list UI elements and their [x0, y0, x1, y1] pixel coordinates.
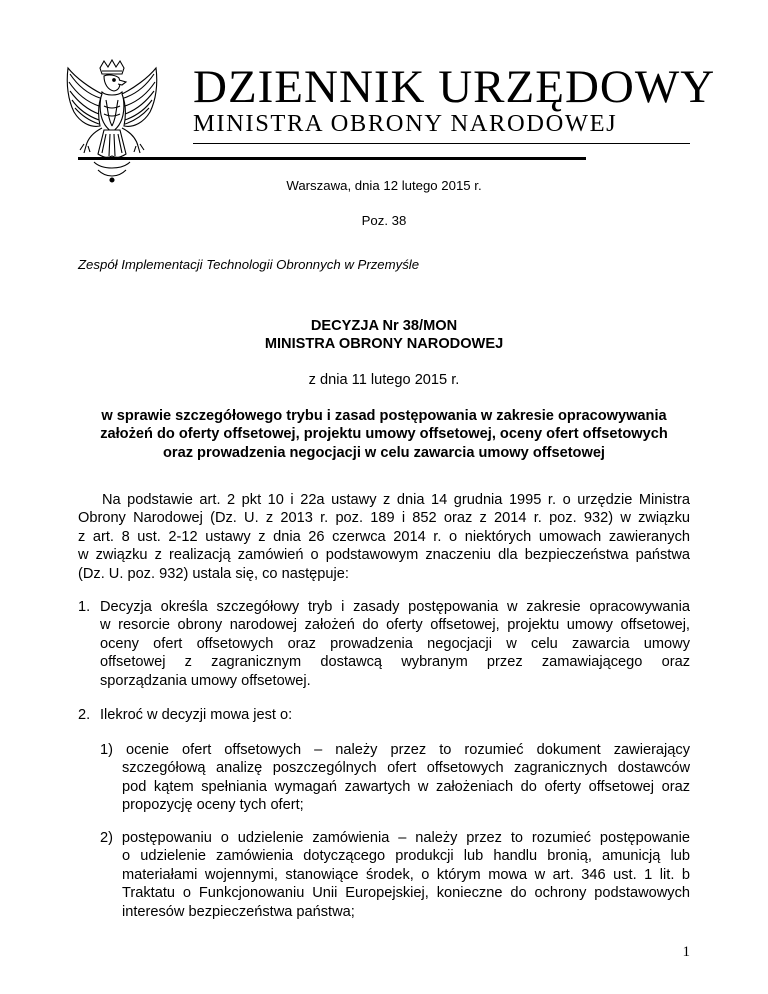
header-divider-thick	[78, 157, 586, 160]
definition-line: 2) postępowaniu o udzielenie zamówienia – należy przez to rozumieć postępowanie	[100, 830, 690, 846]
item-line: Ilekroć w decyzji mowa jest o:	[100, 707, 293, 723]
preamble	[78, 491, 690, 583]
issuer: Zespół Implementacji Technologii Obronnych w Przemyśle	[78, 257, 420, 272]
place-date: Warszawa, dnia 12 lutego 2015 r.	[286, 178, 482, 193]
item-line: Decyzja określa szczegółowy tryb i zasady postępowania w zakresie opracowywania	[100, 599, 690, 615]
definition-line: pod kątem spełniania wymagań zawartych w założeniach do oferty offsetowej oraz	[122, 778, 690, 795]
item-number: 2.	[78, 707, 91, 723]
preamble-line: z art. 8 ust. 2-12 ustawy z dnia 26 czerwca 2014 r. o niektórych umowach zawieranych	[78, 528, 690, 545]
item-line: sporządzania umowy offsetowej.	[100, 672, 311, 689]
item-line: w resorcie obrony narodowej założeń do oferty offsetowej, projektu umowy offsetowej,	[100, 617, 690, 634]
page-number: 1	[682, 944, 690, 960]
item-2	[78, 706, 690, 724]
journal-subtitle: MINISTRA OBRONY NARODOWEJ	[193, 110, 618, 137]
definition-line: interesów bezpieczeństwa państwa;	[122, 903, 355, 920]
decision-title-line2: MINISTRA OBRONY NARODOWEJ	[264, 336, 504, 352]
definition-line: 1) ocenie ofert offsetowych – należy przez to rozumieć dokument zawierający	[100, 742, 690, 758]
subject-line: w sprawie szczegółowego trybu i zasad postępowania w zakresie opracowywania	[101, 408, 667, 424]
definition-line: materiałami wojennymi, stanowiące środek, o którym mowa w art. 346 ust. 1 lit. b	[122, 866, 690, 883]
definition-line: propozycję oceny tych ofert;	[122, 797, 304, 814]
definition-2	[100, 829, 690, 921]
preamble-line: Obrony Narodowej (Dz. U. z 2013 r. poz. 189 i 852 oraz z 2014 r. poz. 932) w związku	[78, 510, 690, 527]
polish-eagle-emblem-icon	[58, 58, 166, 186]
position-number: Poz. 38	[361, 213, 407, 228]
preamble-line: Na podstawie art. 2 pkt 10 i 22a ustawy z dnia 14 grudnia 1995 r. o urzędzie Ministra	[102, 492, 690, 508]
subject-line: założeń do oferty offsetowej, projektu umowy offsetowej, oceny ofert offsetowych	[100, 426, 668, 443]
item-line: oceny ofert offsetowych oraz prowadzenia negocjacji w celu zawarcia umowy	[100, 635, 690, 652]
definition-line: o udzielenie zamówienia dotyczącego produkcji lub handlu bronią, amunicją lub	[122, 848, 690, 865]
subject-line: oraz prowadzenia negocjacji w celu zawarcia umowy offsetowej	[163, 444, 605, 461]
preamble-line: w związku z realizacją zamówień o podstawowym znaczeniu dla bezpieczeństwa państwa	[78, 547, 690, 564]
decision-date: z dnia 11 lutego 2015 r.	[308, 372, 460, 388]
item-number: 1.	[78, 599, 91, 615]
decision-subject	[78, 407, 690, 462]
decision-title-line1: DECYZJA Nr 38/MON	[310, 318, 458, 334]
item-1	[78, 598, 690, 690]
definition-line: Traktatu o Funkcjonowaniu Unii Europejskiej, konieczne do ochrony podstawowych	[122, 885, 690, 902]
header-divider-thin	[193, 143, 690, 144]
preamble-line: (Dz. U. poz. 932) ustala się, co następuje:	[78, 565, 349, 582]
item-line: offsetowej z zagranicznym dostawcą wybranym przez zamawiającego oraz	[100, 654, 690, 671]
definition-line: szczegółową analizę poszczególnych ofert offsetowych zagranicznych dostawców	[122, 760, 690, 777]
definition-1	[100, 741, 690, 815]
journal-title: DZIENNIK URZĘDOWY	[193, 61, 716, 113]
